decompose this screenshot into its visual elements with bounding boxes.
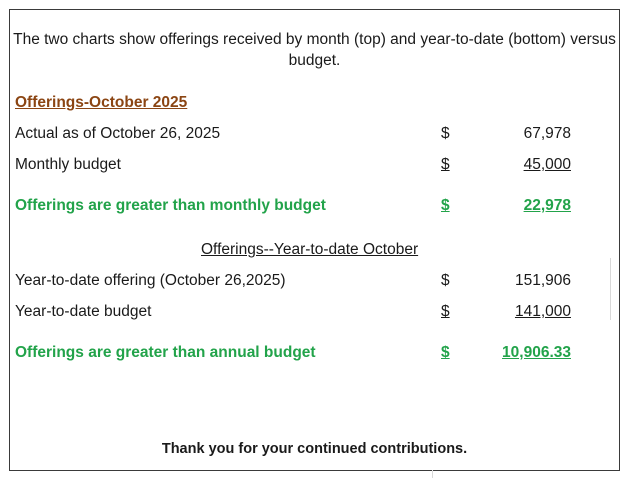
intro-text: The two charts show offerings received by month (top) and year-to-date (bottom) versus budget. bbox=[13, 31, 616, 69]
thank-you-note: Thank you for your continued contributions. bbox=[161, 441, 468, 457]
monthly-section-heading: Offerings-October 2025 bbox=[15, 94, 188, 111]
sheet-gridline bbox=[432, 470, 433, 478]
ytd-offering-amount: 151,906 bbox=[514, 272, 571, 289]
monthly-budget-label: Monthly budget bbox=[15, 156, 121, 173]
ytd-budget-amount: 141,000 bbox=[514, 303, 571, 320]
monthly-actual-amount: 67,978 bbox=[523, 125, 571, 142]
ytd-offering-currency: $ bbox=[441, 272, 450, 289]
ytd-difference-currency: $ bbox=[441, 344, 450, 361]
ytd-offering-label: Year-to-date offering (October 26,2025) bbox=[15, 272, 286, 289]
ytd-budget-currency: $ bbox=[441, 303, 450, 320]
ytd-difference-label: Offerings are greater than annual budget bbox=[15, 344, 316, 361]
sheet-gridline bbox=[610, 258, 611, 320]
monthly-budget-amount: 45,000 bbox=[523, 156, 571, 173]
monthly-difference-label: Offerings are greater than monthly budget bbox=[15, 197, 326, 214]
monthly-actual-label: Actual as of October 26, 2025 bbox=[15, 125, 221, 142]
ytd-difference-amount: 10,906.33 bbox=[502, 344, 571, 361]
monthly-difference-amount: 22,978 bbox=[523, 197, 571, 214]
monthly-actual-currency: $ bbox=[441, 125, 450, 142]
ytd-section-heading: Offerings--Year-to-date October bbox=[201, 241, 419, 258]
monthly-difference-currency: $ bbox=[441, 197, 450, 214]
ytd-budget-label: Year-to-date budget bbox=[15, 303, 152, 320]
monthly-budget-currency: $ bbox=[441, 156, 450, 173]
